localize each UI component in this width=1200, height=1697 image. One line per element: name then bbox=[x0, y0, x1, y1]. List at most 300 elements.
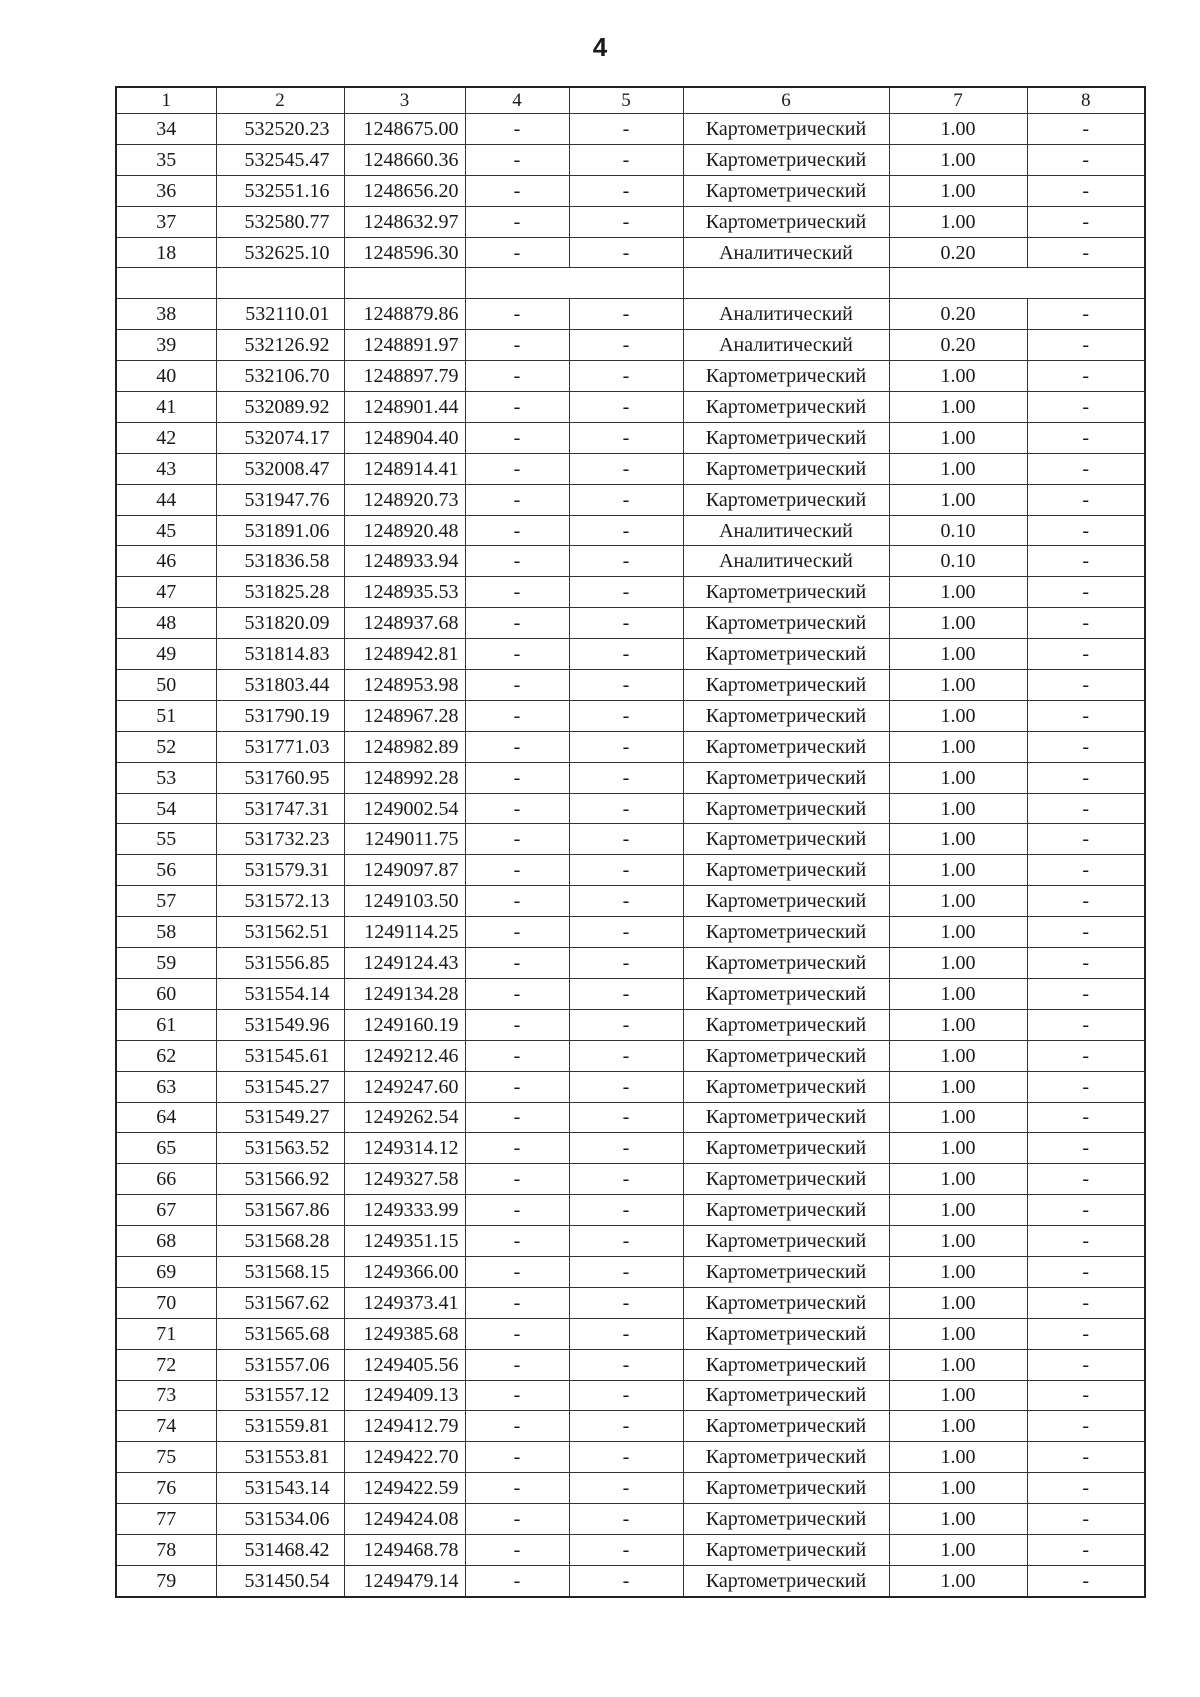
column-8-cell: - bbox=[1027, 1133, 1145, 1164]
x-coordinate-cell: 532520.23 bbox=[216, 114, 344, 145]
point-number-cell: 47 bbox=[116, 577, 216, 608]
table-row bbox=[116, 1565, 1145, 1596]
method-cell: Картометрический bbox=[683, 1318, 889, 1349]
accuracy-cell: 1.00 bbox=[889, 824, 1027, 855]
column-5-cell: - bbox=[569, 299, 683, 330]
y-coordinate-cell: 1248914.41 bbox=[344, 453, 465, 484]
point-number-cell: 49 bbox=[116, 639, 216, 670]
accuracy-cell: 1.00 bbox=[889, 1071, 1027, 1102]
column-8-cell: - bbox=[1027, 361, 1145, 392]
y-coordinate-cell: 1248901.44 bbox=[344, 392, 465, 423]
blank-cell bbox=[216, 268, 344, 299]
y-coordinate-cell: 1249422.59 bbox=[344, 1473, 465, 1504]
column-8-cell: - bbox=[1027, 484, 1145, 515]
column-5-cell: - bbox=[569, 608, 683, 639]
accuracy-cell: 1.00 bbox=[889, 793, 1027, 824]
table-row bbox=[116, 1040, 1145, 1071]
column-4-cell: - bbox=[465, 608, 569, 639]
x-coordinate-cell: 531565.68 bbox=[216, 1318, 344, 1349]
x-coordinate-cell: 531554.14 bbox=[216, 978, 344, 1009]
accuracy-cell: 1.00 bbox=[889, 1411, 1027, 1442]
column-header: 6 bbox=[683, 87, 889, 114]
accuracy-cell: 1.00 bbox=[889, 1009, 1027, 1040]
accuracy-cell: 1.00 bbox=[889, 700, 1027, 731]
column-4-cell: - bbox=[465, 206, 569, 237]
method-cell: Картометрический bbox=[683, 484, 889, 515]
y-coordinate-cell: 1248935.53 bbox=[344, 577, 465, 608]
method-cell: Картометрический bbox=[683, 392, 889, 423]
point-number-cell: 42 bbox=[116, 422, 216, 453]
method-cell: Картометрический bbox=[683, 1071, 889, 1102]
method-cell: Картометрический bbox=[683, 793, 889, 824]
column-4-cell: - bbox=[465, 855, 569, 886]
coordinates-table bbox=[115, 86, 1146, 1598]
x-coordinate-cell: 531803.44 bbox=[216, 670, 344, 701]
method-cell: Картометрический bbox=[683, 917, 889, 948]
accuracy-cell: 1.00 bbox=[889, 1473, 1027, 1504]
y-coordinate-cell: 1249373.41 bbox=[344, 1287, 465, 1318]
method-cell: Картометрический bbox=[683, 855, 889, 886]
method-cell: Аналитический bbox=[683, 546, 889, 577]
column-8-cell: - bbox=[1027, 392, 1145, 423]
y-coordinate-cell: 1248982.89 bbox=[344, 731, 465, 762]
y-coordinate-cell: 1248992.28 bbox=[344, 762, 465, 793]
column-4-cell: - bbox=[465, 1195, 569, 1226]
table-row bbox=[116, 1071, 1145, 1102]
method-cell: Картометрический bbox=[683, 1256, 889, 1287]
table-row bbox=[116, 762, 1145, 793]
point-number-cell: 75 bbox=[116, 1442, 216, 1473]
column-5-cell: - bbox=[569, 1226, 683, 1257]
section-separator bbox=[116, 268, 1145, 299]
accuracy-cell: 1.00 bbox=[889, 1226, 1027, 1257]
column-4-cell: - bbox=[465, 114, 569, 145]
x-coordinate-cell: 531566.92 bbox=[216, 1164, 344, 1195]
method-cell: Картометрический bbox=[683, 762, 889, 793]
accuracy-cell: 1.00 bbox=[889, 762, 1027, 793]
point-number-cell: 77 bbox=[116, 1504, 216, 1535]
x-coordinate-cell: 531760.95 bbox=[216, 762, 344, 793]
accuracy-cell: 1.00 bbox=[889, 639, 1027, 670]
column-4-cell: - bbox=[465, 793, 569, 824]
table-row bbox=[116, 175, 1145, 206]
blank-row bbox=[116, 268, 1145, 299]
table-row bbox=[116, 1380, 1145, 1411]
method-cell: Картометрический bbox=[683, 948, 889, 979]
y-coordinate-cell: 1248953.98 bbox=[344, 670, 465, 701]
blank-cell bbox=[116, 268, 216, 299]
point-number-cell: 67 bbox=[116, 1195, 216, 1226]
x-coordinate-cell: 531545.61 bbox=[216, 1040, 344, 1071]
point-number-cell: 76 bbox=[116, 1473, 216, 1504]
point-number-cell: 43 bbox=[116, 453, 216, 484]
column-5-cell: - bbox=[569, 1009, 683, 1040]
table-row bbox=[116, 515, 1145, 546]
column-8-cell: - bbox=[1027, 546, 1145, 577]
column-4-cell: - bbox=[465, 1565, 569, 1596]
x-coordinate-cell: 532625.10 bbox=[216, 237, 344, 268]
column-4-cell: - bbox=[465, 1226, 569, 1257]
accuracy-cell: 1.00 bbox=[889, 917, 1027, 948]
column-8-cell: - bbox=[1027, 1164, 1145, 1195]
x-coordinate-cell: 532126.92 bbox=[216, 330, 344, 361]
column-8-cell: - bbox=[1027, 1102, 1145, 1133]
accuracy-cell: 1.00 bbox=[889, 1133, 1027, 1164]
column-4-cell: - bbox=[465, 484, 569, 515]
column-5-cell: - bbox=[569, 330, 683, 361]
x-coordinate-cell: 531468.42 bbox=[216, 1534, 344, 1565]
column-4-cell: - bbox=[465, 175, 569, 206]
y-coordinate-cell: 1249351.15 bbox=[344, 1226, 465, 1257]
column-8-cell: - bbox=[1027, 700, 1145, 731]
column-4-cell: - bbox=[465, 1040, 569, 1071]
table-row bbox=[116, 1318, 1145, 1349]
x-coordinate-cell: 531553.81 bbox=[216, 1442, 344, 1473]
column-8-cell: - bbox=[1027, 206, 1145, 237]
method-cell: Картометрический bbox=[683, 1040, 889, 1071]
column-header: 2 bbox=[216, 87, 344, 114]
x-coordinate-cell: 531562.51 bbox=[216, 917, 344, 948]
accuracy-cell: 1.00 bbox=[889, 1040, 1027, 1071]
x-coordinate-cell: 532089.92 bbox=[216, 392, 344, 423]
column-5-cell: - bbox=[569, 1040, 683, 1071]
x-coordinate-cell: 531579.31 bbox=[216, 855, 344, 886]
table-section-1 bbox=[116, 114, 1145, 268]
table-row bbox=[116, 1164, 1145, 1195]
accuracy-cell: 1.00 bbox=[889, 206, 1027, 237]
column-header: 3 bbox=[344, 87, 465, 114]
x-coordinate-cell: 531825.28 bbox=[216, 577, 344, 608]
accuracy-cell: 1.00 bbox=[889, 670, 1027, 701]
column-4-cell: - bbox=[465, 948, 569, 979]
table-row bbox=[116, 1504, 1145, 1535]
point-number-cell: 37 bbox=[116, 206, 216, 237]
table-row bbox=[116, 237, 1145, 268]
point-number-cell: 41 bbox=[116, 392, 216, 423]
table-row bbox=[116, 546, 1145, 577]
y-coordinate-cell: 1249097.87 bbox=[344, 855, 465, 886]
column-8-cell: - bbox=[1027, 175, 1145, 206]
accuracy-cell: 1.00 bbox=[889, 453, 1027, 484]
method-cell: Картометрический bbox=[683, 1534, 889, 1565]
y-coordinate-cell: 1249103.50 bbox=[344, 886, 465, 917]
x-coordinate-cell: 531771.03 bbox=[216, 731, 344, 762]
table-row bbox=[116, 577, 1145, 608]
table-row bbox=[116, 1133, 1145, 1164]
accuracy-cell: 0.20 bbox=[889, 330, 1027, 361]
column-4-cell: - bbox=[465, 515, 569, 546]
method-cell: Картометрический bbox=[683, 1380, 889, 1411]
y-coordinate-cell: 1249422.70 bbox=[344, 1442, 465, 1473]
method-cell: Картометрический bbox=[683, 206, 889, 237]
accuracy-cell: 1.00 bbox=[889, 1195, 1027, 1226]
method-cell: Картометрический bbox=[683, 731, 889, 762]
accuracy-cell: 1.00 bbox=[889, 608, 1027, 639]
blank-cell bbox=[1027, 268, 1145, 299]
y-coordinate-cell: 1249366.00 bbox=[344, 1256, 465, 1287]
y-coordinate-cell: 1249262.54 bbox=[344, 1102, 465, 1133]
column-4-cell: - bbox=[465, 731, 569, 762]
column-5-cell: - bbox=[569, 515, 683, 546]
accuracy-cell: 1.00 bbox=[889, 1287, 1027, 1318]
table-row bbox=[116, 855, 1145, 886]
column-5-cell: - bbox=[569, 1473, 683, 1504]
column-4-cell: - bbox=[465, 392, 569, 423]
method-cell: Картометрический bbox=[683, 577, 889, 608]
accuracy-cell: 1.00 bbox=[889, 948, 1027, 979]
x-coordinate-cell: 531568.28 bbox=[216, 1226, 344, 1257]
x-coordinate-cell: 531747.31 bbox=[216, 793, 344, 824]
point-number-cell: 44 bbox=[116, 484, 216, 515]
x-coordinate-cell: 531836.58 bbox=[216, 546, 344, 577]
column-5-cell: - bbox=[569, 1380, 683, 1411]
column-4-cell: - bbox=[465, 144, 569, 175]
column-header: 5 bbox=[569, 87, 683, 114]
column-4-cell: - bbox=[465, 917, 569, 948]
method-cell: Картометрический bbox=[683, 1411, 889, 1442]
y-coordinate-cell: 1249314.12 bbox=[344, 1133, 465, 1164]
column-5-cell: - bbox=[569, 577, 683, 608]
column-5-cell: - bbox=[569, 546, 683, 577]
method-cell: Картометрический bbox=[683, 978, 889, 1009]
column-5-cell: - bbox=[569, 392, 683, 423]
column-4-cell: - bbox=[465, 1534, 569, 1565]
x-coordinate-cell: 531557.06 bbox=[216, 1349, 344, 1380]
column-8-cell: - bbox=[1027, 670, 1145, 701]
column-5-cell: - bbox=[569, 855, 683, 886]
point-number-cell: 53 bbox=[116, 762, 216, 793]
column-8-cell: - bbox=[1027, 1411, 1145, 1442]
column-4-cell: - bbox=[465, 237, 569, 268]
table-row bbox=[116, 824, 1145, 855]
column-8-cell: - bbox=[1027, 886, 1145, 917]
column-8-cell: - bbox=[1027, 330, 1145, 361]
y-coordinate-cell: 1249468.78 bbox=[344, 1534, 465, 1565]
table-row bbox=[116, 793, 1145, 824]
method-cell: Картометрический bbox=[683, 700, 889, 731]
point-number-cell: 72 bbox=[116, 1349, 216, 1380]
column-5-cell: - bbox=[569, 144, 683, 175]
point-number-cell: 52 bbox=[116, 731, 216, 762]
column-8-cell: - bbox=[1027, 144, 1145, 175]
accuracy-cell: 1.00 bbox=[889, 392, 1027, 423]
method-cell: Картометрический bbox=[683, 1009, 889, 1040]
column-5-cell: - bbox=[569, 206, 683, 237]
y-coordinate-cell: 1249412.79 bbox=[344, 1411, 465, 1442]
x-coordinate-cell: 531814.83 bbox=[216, 639, 344, 670]
column-5-cell: - bbox=[569, 361, 683, 392]
column-5-cell: - bbox=[569, 1102, 683, 1133]
column-5-cell: - bbox=[569, 1565, 683, 1596]
column-4-cell: - bbox=[465, 1133, 569, 1164]
x-coordinate-cell: 531568.15 bbox=[216, 1256, 344, 1287]
column-5-cell: - bbox=[569, 917, 683, 948]
y-coordinate-cell: 1249247.60 bbox=[344, 1071, 465, 1102]
column-8-cell: - bbox=[1027, 1009, 1145, 1040]
table-row bbox=[116, 114, 1145, 145]
method-cell: Аналитический bbox=[683, 237, 889, 268]
table-row bbox=[116, 1349, 1145, 1380]
point-number-cell: 57 bbox=[116, 886, 216, 917]
column-8-cell: - bbox=[1027, 1318, 1145, 1349]
accuracy-cell: 0.10 bbox=[889, 515, 1027, 546]
column-8-cell: - bbox=[1027, 1195, 1145, 1226]
point-number-cell: 68 bbox=[116, 1226, 216, 1257]
y-coordinate-cell: 1249424.08 bbox=[344, 1504, 465, 1535]
x-coordinate-cell: 531790.19 bbox=[216, 700, 344, 731]
point-number-cell: 64 bbox=[116, 1102, 216, 1133]
table-row bbox=[116, 1102, 1145, 1133]
table-row bbox=[116, 670, 1145, 701]
table-row bbox=[116, 886, 1145, 917]
table-section-2 bbox=[116, 299, 1145, 1597]
column-5-cell: - bbox=[569, 1349, 683, 1380]
y-coordinate-cell: 1248596.30 bbox=[344, 237, 465, 268]
column-header: 7 bbox=[889, 87, 1027, 114]
method-cell: Картометрический bbox=[683, 1226, 889, 1257]
column-5-cell: - bbox=[569, 639, 683, 670]
accuracy-cell: 1.00 bbox=[889, 1349, 1027, 1380]
method-cell: Картометрический bbox=[683, 639, 889, 670]
table-row bbox=[116, 917, 1145, 948]
x-coordinate-cell: 531947.76 bbox=[216, 484, 344, 515]
point-number-cell: 34 bbox=[116, 114, 216, 145]
column-4-cell: - bbox=[465, 546, 569, 577]
table-row bbox=[116, 1287, 1145, 1318]
accuracy-cell: 1.00 bbox=[889, 1318, 1027, 1349]
point-number-cell: 38 bbox=[116, 299, 216, 330]
method-cell: Картометрический bbox=[683, 422, 889, 453]
x-coordinate-cell: 532106.70 bbox=[216, 361, 344, 392]
column-5-cell: - bbox=[569, 948, 683, 979]
column-8-cell: - bbox=[1027, 1349, 1145, 1380]
x-coordinate-cell: 531559.81 bbox=[216, 1411, 344, 1442]
y-coordinate-cell: 1248967.28 bbox=[344, 700, 465, 731]
column-8-cell: - bbox=[1027, 731, 1145, 762]
column-4-cell: - bbox=[465, 1504, 569, 1535]
column-4-cell: - bbox=[465, 1318, 569, 1349]
y-coordinate-cell: 1249327.58 bbox=[344, 1164, 465, 1195]
accuracy-cell: 1.00 bbox=[889, 1565, 1027, 1596]
column-5-cell: - bbox=[569, 237, 683, 268]
y-coordinate-cell: 1248920.48 bbox=[344, 515, 465, 546]
y-coordinate-cell: 1249212.46 bbox=[344, 1040, 465, 1071]
y-coordinate-cell: 1248891.97 bbox=[344, 330, 465, 361]
accuracy-cell: 1.00 bbox=[889, 1256, 1027, 1287]
column-5-cell: - bbox=[569, 1071, 683, 1102]
column-8-cell: - bbox=[1027, 237, 1145, 268]
accuracy-cell: 1.00 bbox=[889, 144, 1027, 175]
method-cell: Картометрический bbox=[683, 886, 889, 917]
point-number-cell: 40 bbox=[116, 361, 216, 392]
method-cell: Картометрический bbox=[683, 824, 889, 855]
column-8-cell: - bbox=[1027, 1473, 1145, 1504]
method-cell: Картометрический bbox=[683, 1133, 889, 1164]
accuracy-cell: 1.00 bbox=[889, 855, 1027, 886]
x-coordinate-cell: 532074.17 bbox=[216, 422, 344, 453]
column-8-cell: - bbox=[1027, 1287, 1145, 1318]
column-4-cell: - bbox=[465, 299, 569, 330]
column-8-cell: - bbox=[1027, 1504, 1145, 1535]
point-number-cell: 55 bbox=[116, 824, 216, 855]
method-cell: Картометрический bbox=[683, 361, 889, 392]
column-5-cell: - bbox=[569, 670, 683, 701]
point-number-cell: 36 bbox=[116, 175, 216, 206]
column-8-cell: - bbox=[1027, 299, 1145, 330]
table-row bbox=[116, 484, 1145, 515]
column-5-cell: - bbox=[569, 886, 683, 917]
column-4-cell: - bbox=[465, 1009, 569, 1040]
table-row bbox=[116, 206, 1145, 237]
accuracy-cell: 0.10 bbox=[889, 546, 1027, 577]
point-number-cell: 73 bbox=[116, 1380, 216, 1411]
column-8-cell: - bbox=[1027, 1226, 1145, 1257]
column-5-cell: - bbox=[569, 1133, 683, 1164]
column-5-cell: - bbox=[569, 1318, 683, 1349]
point-number-cell: 78 bbox=[116, 1534, 216, 1565]
column-4-cell: - bbox=[465, 824, 569, 855]
accuracy-cell: 1.00 bbox=[889, 1164, 1027, 1195]
column-4-cell: - bbox=[465, 762, 569, 793]
blank-cell bbox=[344, 268, 465, 299]
table-row bbox=[116, 330, 1145, 361]
y-coordinate-cell: 1248675.00 bbox=[344, 114, 465, 145]
x-coordinate-cell: 532551.16 bbox=[216, 175, 344, 206]
column-5-cell: - bbox=[569, 1256, 683, 1287]
column-header: 4 bbox=[465, 87, 569, 114]
accuracy-cell: 1.00 bbox=[889, 1504, 1027, 1535]
column-5-cell: - bbox=[569, 1442, 683, 1473]
x-coordinate-cell: 531567.86 bbox=[216, 1195, 344, 1226]
point-number-cell: 45 bbox=[116, 515, 216, 546]
column-5-cell: - bbox=[569, 978, 683, 1009]
point-number-cell: 54 bbox=[116, 793, 216, 824]
column-8-cell: - bbox=[1027, 1380, 1145, 1411]
column-5-cell: - bbox=[569, 1195, 683, 1226]
column-4-cell: - bbox=[465, 1256, 569, 1287]
table-row bbox=[116, 1256, 1145, 1287]
column-8-cell: - bbox=[1027, 824, 1145, 855]
y-coordinate-cell: 1248942.81 bbox=[344, 639, 465, 670]
point-number-cell: 18 bbox=[116, 237, 216, 268]
column-4-cell: - bbox=[465, 1287, 569, 1318]
accuracy-cell: 0.20 bbox=[889, 299, 1027, 330]
column-5-cell: - bbox=[569, 793, 683, 824]
method-cell: Картометрический bbox=[683, 114, 889, 145]
table-row bbox=[116, 978, 1145, 1009]
column-4-cell: - bbox=[465, 670, 569, 701]
x-coordinate-cell: 531891.06 bbox=[216, 515, 344, 546]
method-cell: Картометрический bbox=[683, 1442, 889, 1473]
table-row bbox=[116, 1473, 1145, 1504]
column-8-cell: - bbox=[1027, 608, 1145, 639]
x-coordinate-cell: 532580.77 bbox=[216, 206, 344, 237]
method-cell: Картометрический bbox=[683, 453, 889, 484]
column-4-cell: - bbox=[465, 577, 569, 608]
x-coordinate-cell: 531543.14 bbox=[216, 1473, 344, 1504]
method-cell: Аналитический bbox=[683, 330, 889, 361]
method-cell: Картометрический bbox=[683, 1287, 889, 1318]
column-5-cell: - bbox=[569, 1287, 683, 1318]
accuracy-cell: 1.00 bbox=[889, 886, 1027, 917]
header-row bbox=[116, 87, 1145, 114]
y-coordinate-cell: 1249124.43 bbox=[344, 948, 465, 979]
point-number-cell: 56 bbox=[116, 855, 216, 886]
table-row bbox=[116, 608, 1145, 639]
point-number-cell: 59 bbox=[116, 948, 216, 979]
method-cell: Картометрический bbox=[683, 175, 889, 206]
column-4-cell: - bbox=[465, 1473, 569, 1504]
